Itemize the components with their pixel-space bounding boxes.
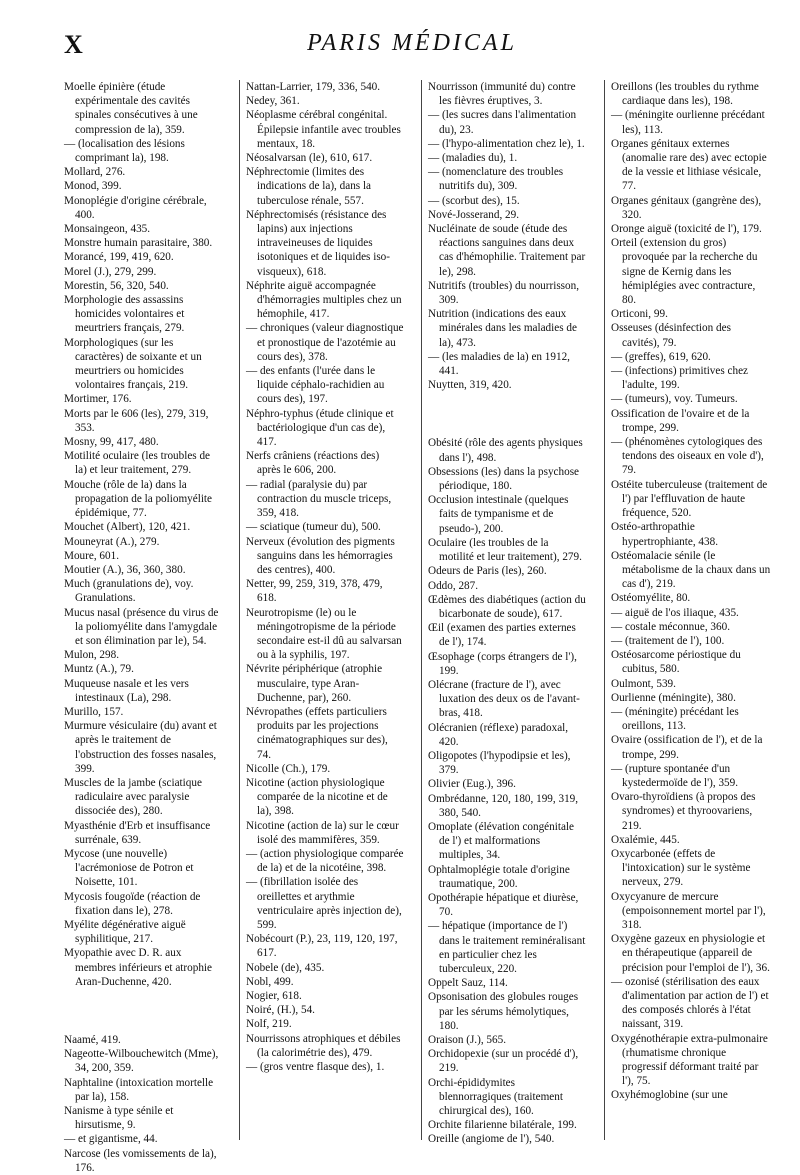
- index-entry: Oreille (angiome de l'), 540.: [428, 1133, 555, 1146]
- index-entry: Nucléinate de soude (étude des réactions sanguines dans deux cas d'hémophilie. Traitement par le), 298.: [428, 223, 586, 278]
- index-entry: Oraison (J.), 565.: [428, 1034, 506, 1046]
- index-entry: Naphtaline (intoxication mortelle par la), 158.: [64, 1076, 214, 1103]
- index-entry: — hépatique (importance de l') dans le traitement reminéralisant en particulier chez les tuberculeux, 220.: [428, 920, 586, 975]
- index-entry: — radial (paralysie du) par contraction du muscle triceps, 359, 418.: [246, 478, 392, 520]
- index-entry: Muqueuse nasale et les vers intestinaux (La), 298.: [64, 677, 189, 704]
- index-entry: Much (granulations de), voy. Granulations.: [64, 578, 194, 605]
- index-entry: Ostéomalacie sénile (le métabolisme de la chaux dans un cas d'), 219.: [611, 549, 771, 591]
- index-entry: Nerfs crâniens (réactions des) après le 606, 200.: [246, 450, 380, 477]
- index-entry: Monsaingeon, 435.: [64, 223, 151, 236]
- index-column-3: [421, 80, 586, 1146]
- index-entry: Orchi-épididymites blennorragiques (traitement chirurgical des), 160.: [428, 1076, 563, 1118]
- index-entry: — (greffes), 619, 620.: [611, 350, 711, 363]
- index-entry: Morel (J.), 279, 299.: [64, 265, 157, 278]
- index-entry: Ophtalmoplégie totale d'origine traumatique, 200.: [428, 863, 570, 890]
- index-entry: Orteil (extension du gros) provoquée par la recherche du signe de Kernig dans les hémiplégies avec contracture, 80.: [611, 237, 758, 307]
- index-entry: Muscles de la jambe (sciatique radiculaire avec paralysie dissociée des), 280.: [64, 776, 202, 818]
- index-entry: Mouchet (Albert), 120, 421.: [64, 521, 191, 534]
- index-entry: Olivier (Eug.), 396.: [428, 778, 516, 791]
- index-entry: — costale méconnue, 360.: [611, 620, 730, 633]
- index-entry: Nattan-Larrier, 179, 336, 540.: [246, 81, 381, 93]
- index-entry: — (phénomènes cytologiques des tendons des oiseaux en vole d'), 79.: [611, 436, 764, 477]
- index-entry: Oxycyanure de mercure (empoisonnement mortel par l'), 318.: [611, 890, 766, 931]
- index-entry: Orchidopexie (sur un procédé d'), 219.: [428, 1048, 579, 1075]
- index-entry: Oulmont, 539.: [611, 677, 676, 690]
- running-title: PARIS MÉDICAL: [307, 30, 517, 56]
- page-header: [64, 30, 760, 70]
- index-entry: Œil (examen des parties externes de l'), 174.: [428, 622, 576, 649]
- index-entry: Nourrissons atrophiques et débiles (la calorimétrie des), 479.: [246, 1032, 401, 1059]
- index-entry: — (scorbut des), 15.: [428, 194, 520, 207]
- index-entry: Ostéo-arthropathie hypertrophiante, 438.: [611, 521, 719, 548]
- index-entry: Nourrisson (immunité du) contre les fièvres éruptives, 3.: [428, 81, 576, 108]
- index-entry: Narcose (les vomissements de la), 176.: [64, 1147, 217, 1174]
- index-entry: Noiré, (H.), 54.: [246, 1004, 315, 1017]
- index-entry: — (fibrillation isolée des oreillettes et arythmie ventriculaire après injection de), 599.: [246, 876, 402, 931]
- index-entry: Olécranien (réflexe) paradoxal, 420.: [428, 721, 569, 748]
- index-entry: Occlusion intestinale (quelques faits de tympanisme et de pseudo-), 200.: [428, 494, 569, 535]
- index-entry: Nicotine (action physiologique comparée de la nicotine et de la), 398.: [246, 776, 388, 818]
- index-entry: Néphrite aiguë accompagnée d'hémorragies multiples chez un hémophile, 417.: [246, 279, 402, 321]
- index-entry: Néphro-typhus (étude clinique et bactériologique d'un cas de), 417.: [246, 407, 394, 449]
- index-entry: Oxygène gazeux en physiologie et en thérapeutique (appareil de précision pour l'emploi de l'), 36.: [611, 933, 770, 974]
- index-entry: Œsophage (corps étrangers de l'), 199.: [428, 650, 577, 677]
- page-number: X: [64, 30, 83, 59]
- index-entry: Ourlienne (méningite), 380.: [611, 691, 736, 704]
- index-entry: — des enfants (l'urée dans le liquide céphalo-rachidien au cours des), 197.: [246, 365, 385, 406]
- index-entry: Oxyhémoglobine (sur une: [611, 1089, 728, 1102]
- index-entry: Orchite filarienne bilatérale, 199.: [428, 1119, 577, 1132]
- index-column-1: [64, 80, 224, 1174]
- index-entry: Moelle épinière (étude expérimentale des cavités spinales consécutives à une compression de la), 359.: [64, 81, 198, 136]
- index-entry: Ovaro-thyroïdiens (à propos des syndromes) et thyroovariens, 219.: [611, 791, 756, 832]
- index-entry: Orticoni, 99.: [611, 308, 668, 321]
- index-entry: — (les maladies de la) en 1912, 441.: [428, 350, 570, 378]
- index-entry: Motilité oculaire (les troubles de la) et leur traitement, 279.: [64, 450, 211, 477]
- index-entry: Mouneyrat (A.), 279.: [64, 535, 160, 548]
- index-entry: Oxygénothérapie extra-pulmonaire (rhumatisme chronique progressif déformant traité par l'), 75.: [611, 1032, 768, 1088]
- index-entry: — (rupture spontanée d'un kystedermoïde de l'), 359.: [611, 762, 739, 789]
- index-entry: Oligopotes (l'hypodipsie et les), 379.: [428, 749, 571, 777]
- index-entry: Ostéosarcome périostique du cubitus, 580.: [611, 649, 741, 676]
- index-entry: Ombrédanne, 120, 180, 199, 319, 380, 540.: [428, 792, 579, 819]
- index-entry: Nutritifs (troubles) du nourrisson, 309.: [428, 279, 580, 307]
- index-entry: Muntz (A.), 79.: [64, 663, 134, 676]
- index-entry: — (méningite) précédant les oreillons, 113.: [611, 705, 739, 733]
- index-entry: Myélite dégénérative aiguë syphilitique, 217.: [64, 918, 186, 946]
- index-entry: — (méningite ourlienne précédant les), 113.: [611, 109, 765, 136]
- index-entry: Mucus nasal (présence du virus de la poliomyélite dans l'amygdale et son élimination par le), 54.: [64, 606, 219, 647]
- index-entry: Nogier, 618.: [246, 990, 302, 1002]
- index-entry: Opothérapie hépatique et diurèse, 70.: [428, 891, 579, 919]
- index-entry: Oddo, 287.: [428, 579, 479, 592]
- index-column-4: [604, 80, 771, 1140]
- index-entry: Morts par le 606 (les), 279, 319, 353.: [64, 407, 209, 434]
- index-entry: Omoplate (élévation congénitale de l') et malformations multiples, 34.: [428, 820, 575, 862]
- index-entry: Néosalvarsan (le), 610, 617.: [246, 152, 373, 165]
- index-entry: Morphologie des assassins homicides volontaires et meurtriers français, 279.: [64, 294, 185, 335]
- index-entry: Morestin, 56, 320, 540.: [64, 279, 169, 292]
- index-entry: Nobécourt (P.), 23, 119, 120, 197, 617.: [246, 933, 398, 960]
- index-entry: Organes génitaux externes (anomalie rare des) avec ectopie de la vessie et lithiase vésicale, 77.: [611, 137, 767, 193]
- index-entry: Monod, 399.: [64, 180, 122, 193]
- index-entry: Néphrectomie (limites des indications de la), dans la tuberculose rénale, 557.: [246, 166, 372, 207]
- index-entry: Nolf, 219.: [246, 1018, 292, 1031]
- index-entry: Oxalémie, 445.: [611, 833, 680, 846]
- index-entry: — (localisation des lésions comprimant la), 198.: [64, 137, 185, 165]
- index-entry: Mycosis fougoïde (réaction de fixation dans le), 278.: [64, 890, 201, 917]
- index-entry: Oculaire (les troubles de la motilité et leur traitement), 279.: [428, 536, 582, 564]
- index-entry: — (tumeurs), voy. Tumeurs.: [611, 393, 738, 406]
- index-entry: — (les sucres dans l'alimentation du), 23.: [428, 109, 577, 136]
- index-entry: Murmure vésiculaire (du) avant et après le traitement de l'obstruction des fosses nasales, 399.: [64, 720, 217, 775]
- index-entry: — (infections) primitives chez l'adulte, 199.: [611, 365, 749, 392]
- index-entry: Morphologiques (sur les caractères) de soixante et un meurtriers ou homicides volontaires français, 219.: [64, 336, 202, 392]
- index-entry: — (nomenclature des troubles nutritifs du), 309.: [428, 166, 564, 193]
- index-entry: — ozonisé (stérilisation des eaux d'alimentation par action de l') et des composés chlorés à l'état naissant, 319.: [611, 975, 769, 1031]
- index-entry: Olécrane (fracture de l'), avec luxation des deux os de l'avant-bras, 418.: [428, 678, 580, 720]
- index-entry: Mortimer, 176.: [64, 393, 132, 406]
- section-gap: [64, 1005, 224, 1017]
- index-columns: [64, 80, 771, 1174]
- index-entry: Nicotine (action de la) sur le cœur isolé des mammifères, 359.: [246, 819, 399, 846]
- index-entry: Nicolle (Ch.), 179.: [246, 762, 331, 775]
- index-entry: Nageotte-Wilbouchewitch (Mme), 34, 200, 359.: [64, 1048, 219, 1075]
- index-entry: Mosny, 99, 417, 480.: [64, 436, 159, 449]
- index-entry: Myopathie avec D. R. aux membres inférieurs et atrophie Aran-Duchenne, 420.: [64, 947, 212, 988]
- index-entry: Neurotropisme (le) ou le méningotropisme de la période secondaire est-il dû au salvarsan ou à la syphilis, 197.: [246, 606, 402, 662]
- index-entry: — (action physiologique comparée de la) et de la nicotéine, 398.: [246, 847, 404, 875]
- section-gap: [428, 408, 586, 420]
- index-entry: Mouche (rôle de la) dans la propagation de la poliomyélite épidémique, 77.: [64, 478, 213, 520]
- index-entry: Murillo, 157.: [64, 705, 124, 718]
- index-entry: Nedey, 361.: [246, 95, 300, 108]
- index-entry: Naamé, 419.: [64, 1034, 121, 1046]
- index-entry: — et gigantisme, 44.: [64, 1133, 158, 1146]
- index-entry: Oppelt Sauz, 114.: [428, 977, 508, 990]
- index-entry: Obésité (rôle des agents physiques dans l'), 498.: [428, 437, 583, 464]
- index-entry: Mycose (une nouvelle) l'acrémoniose de Potron et Noisette, 101.: [64, 847, 194, 889]
- index-entry: — (gros ventre flasque des), 1.: [246, 1061, 385, 1074]
- index-entry: Moutier (A.), 36, 360, 380.: [64, 563, 186, 576]
- index-entry: Ossification de l'ovaire et de la trompe, 299.: [611, 407, 750, 434]
- index-entry: Obsessions (les) dans la psychose périodique, 180.: [428, 465, 580, 493]
- index-entry: — chroniques (valeur diagnostique et pronostique de l'azotémie au cours des), 378.: [246, 322, 404, 363]
- index-entry: — (maladies du), 1.: [428, 152, 518, 165]
- index-entry: Oreillons (les troubles du rythme cardiaque dans les), 198.: [611, 81, 759, 108]
- index-entry: — (l'hypo-alimentation chez le), 1.: [428, 137, 585, 150]
- index-entry: Ostéomyélite, 80.: [611, 592, 691, 605]
- index-entry: Ostéite tuberculeuse (traitement de l') par l'effluvation de haute fréquence, 520.: [611, 478, 768, 520]
- index-entry: Monoplégie d'origine cérébrale, 400.: [64, 194, 207, 221]
- index-entry: Néoplasme cérébral congénital. Épilepsie infantile avec troubles mentaux, 18.: [246, 109, 401, 150]
- index-entry: Nanisme à type sénile et hirsutisme, 9.: [64, 1105, 174, 1132]
- index-entry: Nutrition (indications des eaux minérales dans les maladies de la), 473.: [428, 308, 577, 349]
- index-entry: Nobele (de), 435.: [246, 961, 325, 974]
- index-entry: Osseuses (désinfection des cavités), 79.: [611, 322, 731, 349]
- index-entry: Morancé, 199, 419, 620.: [64, 251, 174, 264]
- index-entry: Oxycarbonée (effets de l'intoxication) sur le système nerveux, 279.: [611, 847, 751, 889]
- index-entry: Nerveux (évolution des pigments sanguins dans les hémorragies des centres), 400.: [246, 535, 395, 576]
- index-entry: Néphrectomisés (résistance des lapins) aux injections intraveineuses de liquides isotoniques et de liquides iso-visqueux), 618.: [246, 208, 390, 278]
- index-entry: Odeurs de Paris (les), 260.: [428, 565, 547, 578]
- index-entry: — (traitement de l'), 100.: [611, 634, 725, 647]
- index-entry: Mulon, 298.: [64, 649, 120, 662]
- index-entry: Nuytten, 319, 420.: [428, 379, 512, 392]
- index-column-2: [239, 80, 404, 1140]
- index-entry: Netter, 99, 259, 319, 378, 479, 618.: [246, 578, 383, 605]
- index-entry: Oronge aiguë (toxicité de l'), 179.: [611, 223, 762, 236]
- index-entry: Monstre humain parasitaire, 380.: [64, 237, 213, 250]
- index-entry: Myasthénie d'Erb et insuffisance surrénale, 639.: [64, 819, 211, 846]
- index-entry: Névropathes (effets particuliers produits par les projections cinématographiques sur des), 74.: [246, 705, 388, 761]
- index-entry: Moure, 601.: [64, 549, 119, 562]
- index-entry: Névrite périphérique (atrophie musculaire, type Aran-Duchenne, par), 260.: [246, 663, 383, 704]
- index-entry: Mollard, 276.: [64, 166, 126, 179]
- index-entry: Ovaire (ossification de l'), et de la trompe, 299.: [611, 734, 763, 761]
- index-entry: Opsonisation des globules rouges par les sérums hémolytiques, 180.: [428, 991, 579, 1032]
- index-entry: Nobl, 499.: [246, 975, 294, 988]
- index-entry: Nové-Josserand, 29.: [428, 208, 520, 221]
- index-entry: Œdèmes des diabétiques (action du bicarbonate de soude), 617.: [428, 593, 586, 620]
- index-entry: — sciatique (tumeur du), 500.: [246, 521, 381, 534]
- index-entry: Organes génitaux (gangrène des), 320.: [611, 194, 762, 221]
- index-entry: — aiguë de l'os iliaque, 435.: [611, 606, 739, 619]
